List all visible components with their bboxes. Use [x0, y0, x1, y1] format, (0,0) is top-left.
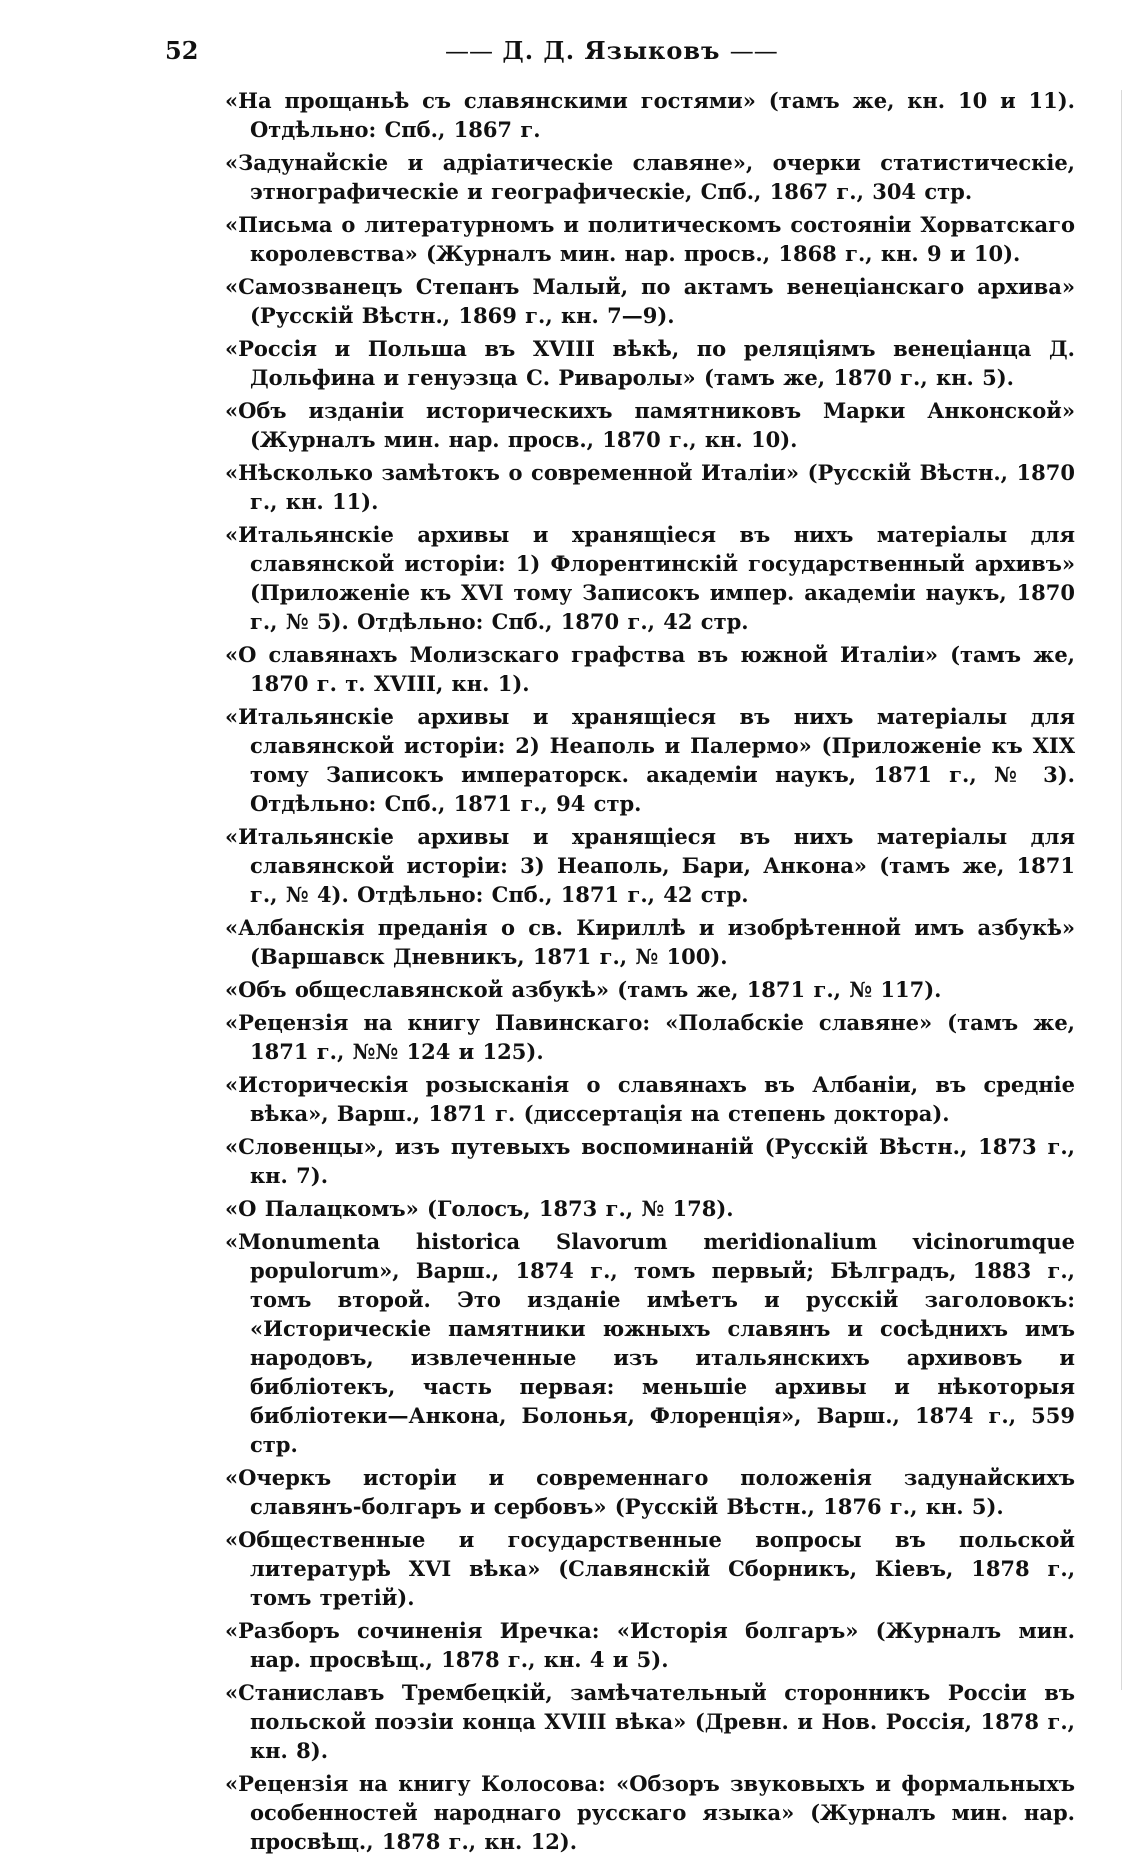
bibliography-entry: «Объ общеславянской азбукѣ» (тамъ же, 1871 г., № 117).: [225, 977, 942, 1002]
bibliography-entry: «О Палацкомъ» (Голосъ, 1873 г., № 178).: [225, 1196, 734, 1221]
bibliography-entry: «Историческія розысканія о славянахъ въ Албаніи, въ средніе вѣка», Варш., 1871 г. (диссертація на степень доктора).: [225, 1072, 1075, 1126]
bibliography-entry: «Итальянскіе архивы и хранящіеся въ нихъ матеріалы для славянской исторіи: 1) Флорентинскій государственный архивъ» (Приложеніе къ XVI тому Записокъ импер. академіи наукъ, 1870 г., № 5). Отдѣльно: Спб., 1870 г., 42 стр.: [225, 522, 1075, 634]
bibliography-entry: «Рецензія на книгу Павинскаго: «Полабскіе славяне» (тамъ же, 1871 г., №№ 124 и 125).: [225, 1010, 1075, 1064]
running-head: [445, 36, 778, 65]
bibliography-entry: «Россія и Польша въ XVIII вѣкѣ, по реляціямъ венеціанца Д. Дольфина и генуэзца С. Риваролы» (тамъ же, 1870 г., кн. 5).: [225, 336, 1075, 390]
bibliography-entry: «На прощаньѣ съ славянскими гостями» (тамъ же, кн. 10 и 11). Отдѣльно: Спб., 1867 г.: [225, 88, 1075, 142]
bibliography-entry: «Станиславъ Трембецкій, замѣчательный сторонникъ Россіи въ польской поэзіи конца XVIII вѣка» (Древн. и Нов. Россія, 1878 г., кн. 8).: [225, 1680, 1075, 1763]
bibliography-entry: «Словенцы», изъ путевыхъ воспоминаній (Русскій Вѣстн., 1873 г., кн. 7).: [225, 1134, 1075, 1188]
bibliography-entry: «Самозванецъ Степанъ Малый, по актамъ венеціанскаго архива» (Русскій Вѣстн., 1869 г., кн. 7—9).: [225, 274, 1075, 328]
page-number: 52: [165, 36, 199, 65]
bibliography-entry: «Итальянскіе архивы и хранящіеся въ нихъ матеріалы для славянской исторіи: 2) Неаполь и Палермо» (Приложеніе къ XIX тому Записокъ императорск. академіи наукъ, 1871 г., № 3). Отдѣльно: Спб., 1871 г., 94 стр.: [225, 704, 1075, 816]
bibliography-entry: «Рецензія на книгу Колосова: «Обзоръ звуковыхъ и формальныхъ особенностей народнаго русскаго языка» (Журналъ мин. нар. просвѣщ., 1878 г., кн. 12).: [225, 1771, 1075, 1854]
bibliography-entry: «Разборъ сочиненія Иречка: «Исторія болгаръ» (Журналъ мин. нар. просвѣщ., 1878 г., кн. 4 и 5).: [225, 1618, 1075, 1672]
bibliography-entry: «Письма о литературномъ и политическомъ состояніи Хорватскаго королевства» (Журналъ мин. нар. просв., 1868 г., кн. 9 и 10).: [225, 212, 1075, 266]
bibliography-entry: «Задунайскіе и адріатическіе славяне», очерки статистическіе, этнографическіе и географическіе, Спб., 1867 г., 304 стр.: [225, 150, 1075, 204]
bibliography-list: [175, 86, 1075, 1860]
left-dash: ——: [445, 37, 493, 65]
running-head-title: Д. Д. Языковъ: [502, 36, 721, 65]
bibliography-entry: «Общественные и государственные вопросы въ польской литературѣ XVI вѣка» (Славянскій Сборникъ, Кіевъ, 1878 г., томъ третій).: [225, 1527, 1075, 1610]
right-dash: ——: [729, 37, 778, 65]
bibliography-entry: «Итальянскіе архивы и хранящіеся въ нихъ матеріалы для славянской исторіи: 3) Неаполь, Бари, Анкона» (тамъ же, 1871 г., № 4). Отдѣльно: Спб., 1871 г., 42 стр.: [225, 824, 1075, 907]
margin-rule: [1121, 90, 1122, 1690]
bibliography-entry: «Очеркъ исторіи и современнаго положенія задунайскихъ славянъ-болгаръ и сербовъ» (Русскій Вѣстн., 1876 г., кн. 5).: [225, 1465, 1075, 1519]
bibliography-entry: «Monumenta historica Slavorum meridionalium vicinorumque populorum», Варш., 1874 г., томъ первый; Бѣлградъ, 1883 г., томъ второй. Это изданіе имѣетъ и русскій заголовокъ: «Историческіе памятники южныхъ славянъ и сосѣднихъ имъ народовъ, извлеченные изъ итальянскихъ архивовъ и библіотекъ, часть первая: меньшіе архивы и нѣкоторыя библіотеки—Анкона, Болонья, Флоренція», Варш., 1874 г., 559 стр.: [225, 1229, 1075, 1457]
bibliography-entry: «Нѣсколько замѣтокъ о современной Италіи» (Русскій Вѣстн., 1870 г., кн. 11).: [225, 460, 1075, 514]
page-header: [165, 36, 1065, 72]
bibliography-entry: «Объ изданіи историческихъ памятниковъ Марки Анконской» (Журналъ мин. нар. просв., 1870 г., кн. 10).: [225, 398, 1075, 452]
bibliography-entry: «Албанскія преданія о св. Кириллѣ и изобрѣтенной имъ азбукѣ» (Варшавск Дневникъ, 1871 г., № 100).: [225, 915, 1075, 969]
bibliography-entry: «О славянахъ Молизскаго графства въ южной Италіи» (тамъ же, 1870 г. т. XVIII, кн. 1).: [225, 642, 1075, 696]
